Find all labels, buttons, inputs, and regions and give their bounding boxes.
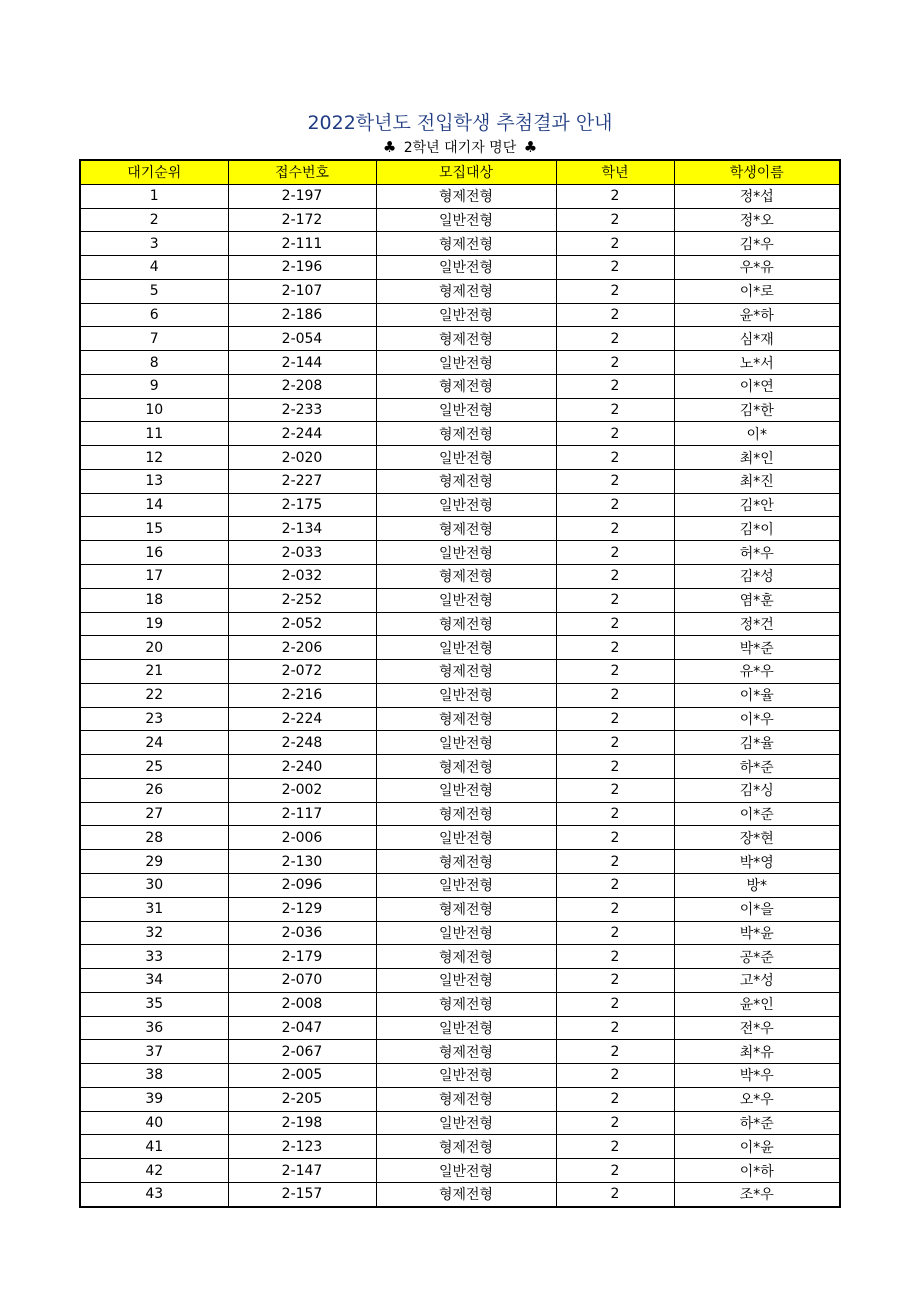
admission-type-cell: 일반전형 — [376, 541, 556, 565]
table-row — [80, 493, 840, 517]
grade-cell: 2 — [556, 493, 674, 517]
student-name-cell: 김*율 — [674, 731, 840, 755]
application-number-cell: 2-216 — [228, 683, 376, 707]
rank-cell: 7 — [80, 327, 228, 351]
table-row — [80, 1040, 840, 1064]
grade-cell: 2 — [556, 303, 674, 327]
application-number-cell: 2-107 — [228, 279, 376, 303]
application-number-cell: 2-070 — [228, 969, 376, 993]
student-name-cell: 허*우 — [674, 541, 840, 565]
grade-cell: 2 — [556, 1064, 674, 1088]
admission-type-cell: 일반전형 — [376, 588, 556, 612]
application-number-cell: 2-008 — [228, 992, 376, 1016]
table-row — [80, 446, 840, 470]
application-number-cell: 2-096 — [228, 873, 376, 897]
table-row — [80, 1087, 840, 1111]
admission-type-cell: 일반전형 — [376, 731, 556, 755]
table-row — [80, 660, 840, 684]
admission-type-cell: 형제전형 — [376, 1040, 556, 1064]
rank-cell: 9 — [80, 374, 228, 398]
table-row — [80, 969, 840, 993]
grade-cell: 2 — [556, 422, 674, 446]
admission-type-cell: 형제전형 — [376, 1087, 556, 1111]
admission-type-cell: 일반전형 — [376, 1016, 556, 1040]
admission-type-cell: 일반전형 — [376, 208, 556, 232]
admission-type-cell: 형제전형 — [376, 184, 556, 208]
application-number-cell: 2-227 — [228, 469, 376, 493]
rank-cell: 15 — [80, 517, 228, 541]
table-row — [80, 945, 840, 969]
grade-cell: 2 — [556, 921, 674, 945]
column-header-admission-type: 모집대상 — [376, 160, 556, 184]
table-row — [80, 279, 840, 303]
table-row — [80, 232, 840, 256]
grade-cell: 2 — [556, 1040, 674, 1064]
student-name-cell: 박*영 — [674, 850, 840, 874]
grade-cell: 2 — [556, 636, 674, 660]
rank-cell: 16 — [80, 541, 228, 565]
grade-cell: 2 — [556, 446, 674, 470]
rank-cell: 42 — [80, 1159, 228, 1183]
rank-cell: 10 — [80, 398, 228, 422]
admission-type-cell: 형제전형 — [376, 612, 556, 636]
table-row — [80, 707, 840, 731]
grade-cell: 2 — [556, 374, 674, 398]
table-body — [80, 184, 840, 1206]
application-number-cell: 2-002 — [228, 778, 376, 802]
rank-cell: 17 — [80, 565, 228, 589]
application-number-cell: 2-052 — [228, 612, 376, 636]
grade-cell: 2 — [556, 208, 674, 232]
student-name-cell: 정*오 — [674, 208, 840, 232]
grade-cell: 2 — [556, 850, 674, 874]
student-name-cell: 최*진 — [674, 469, 840, 493]
admission-type-cell: 형제전형 — [376, 992, 556, 1016]
rank-cell: 19 — [80, 612, 228, 636]
student-name-cell: 박*준 — [674, 636, 840, 660]
grade-cell: 2 — [556, 683, 674, 707]
rank-cell: 29 — [80, 850, 228, 874]
rank-cell: 12 — [80, 446, 228, 470]
student-name-cell: 윤*하 — [674, 303, 840, 327]
table-row — [80, 374, 840, 398]
rank-cell: 20 — [80, 636, 228, 660]
admission-type-cell: 일반전형 — [376, 1064, 556, 1088]
rank-cell: 21 — [80, 660, 228, 684]
rank-cell: 27 — [80, 802, 228, 826]
table-row — [80, 636, 840, 660]
table-row — [80, 850, 840, 874]
student-name-cell: 노*서 — [674, 351, 840, 375]
grade-cell: 2 — [556, 826, 674, 850]
application-number-cell: 2-252 — [228, 588, 376, 612]
grade-cell: 2 — [556, 1135, 674, 1159]
admission-type-cell: 형제전형 — [376, 374, 556, 398]
student-name-cell: 공*준 — [674, 945, 840, 969]
admission-type-cell: 일반전형 — [376, 873, 556, 897]
table-row — [80, 208, 840, 232]
grade-cell: 2 — [556, 755, 674, 779]
application-number-cell: 2-197 — [228, 184, 376, 208]
admission-type-cell: 형제전형 — [376, 755, 556, 779]
rank-cell: 35 — [80, 992, 228, 1016]
grade-cell: 2 — [556, 969, 674, 993]
column-header-application-number: 접수번호 — [228, 160, 376, 184]
rank-cell: 23 — [80, 707, 228, 731]
application-number-cell: 2-123 — [228, 1135, 376, 1159]
rank-cell: 25 — [80, 755, 228, 779]
admission-type-cell: 형제전형 — [376, 1182, 556, 1206]
student-name-cell: 이*윤 — [674, 1135, 840, 1159]
column-header-rank: 대기순위 — [80, 160, 228, 184]
grade-cell: 2 — [556, 469, 674, 493]
table-row — [80, 612, 840, 636]
application-number-cell: 2-111 — [228, 232, 376, 256]
application-number-cell: 2-179 — [228, 945, 376, 969]
grade-cell: 2 — [556, 351, 674, 375]
rank-cell: 14 — [80, 493, 228, 517]
admission-type-cell: 형제전형 — [376, 1135, 556, 1159]
student-name-cell: 이*연 — [674, 374, 840, 398]
student-name-cell: 이*로 — [674, 279, 840, 303]
rank-cell: 34 — [80, 969, 228, 993]
grade-cell: 2 — [556, 398, 674, 422]
rank-cell: 36 — [80, 1016, 228, 1040]
student-name-cell: 이* — [674, 422, 840, 446]
student-name-cell: 이*준 — [674, 802, 840, 826]
application-number-cell: 2-130 — [228, 850, 376, 874]
admission-type-cell: 형제전형 — [376, 517, 556, 541]
student-name-cell: 이*하 — [674, 1159, 840, 1183]
application-number-cell: 2-206 — [228, 636, 376, 660]
application-number-cell: 2-006 — [228, 826, 376, 850]
table-row — [80, 778, 840, 802]
table-row — [80, 1064, 840, 1088]
table-row — [80, 422, 840, 446]
admission-type-cell: 일반전형 — [376, 921, 556, 945]
application-number-cell: 2-196 — [228, 256, 376, 280]
grade-cell: 2 — [556, 1182, 674, 1206]
grade-cell: 2 — [556, 541, 674, 565]
grade-cell: 2 — [556, 588, 674, 612]
rank-cell: 1 — [80, 184, 228, 208]
application-number-cell: 2-224 — [228, 707, 376, 731]
rank-cell: 18 — [80, 588, 228, 612]
table-row — [80, 256, 840, 280]
application-number-cell: 2-172 — [228, 208, 376, 232]
student-name-cell: 김*안 — [674, 493, 840, 517]
admission-type-cell: 일반전형 — [376, 826, 556, 850]
application-number-cell: 2-033 — [228, 541, 376, 565]
rank-cell: 22 — [80, 683, 228, 707]
application-number-cell: 2-036 — [228, 921, 376, 945]
application-number-cell: 2-054 — [228, 327, 376, 351]
student-name-cell: 박*윤 — [674, 921, 840, 945]
admission-type-cell: 형제전형 — [376, 565, 556, 589]
admission-type-cell: 일반전형 — [376, 636, 556, 660]
grade-cell: 2 — [556, 873, 674, 897]
admission-type-cell: 일반전형 — [376, 1159, 556, 1183]
application-number-cell: 2-129 — [228, 897, 376, 921]
column-header-grade: 학년 — [556, 160, 674, 184]
table-row — [80, 398, 840, 422]
table-row — [80, 565, 840, 589]
student-name-cell: 하*준 — [674, 755, 840, 779]
grade-cell: 2 — [556, 660, 674, 684]
table-row — [80, 802, 840, 826]
rank-cell: 37 — [80, 1040, 228, 1064]
admission-type-cell: 일반전형 — [376, 1111, 556, 1135]
table-row — [80, 1016, 840, 1040]
student-name-cell: 정*섭 — [674, 184, 840, 208]
grade-cell: 2 — [556, 565, 674, 589]
admission-type-cell: 형제전형 — [376, 660, 556, 684]
table-row — [80, 826, 840, 850]
application-number-cell: 2-175 — [228, 493, 376, 517]
application-number-cell: 2-005 — [228, 1064, 376, 1088]
table-row — [80, 541, 840, 565]
admission-type-cell: 일반전형 — [376, 493, 556, 517]
club-icon: ♣ — [523, 138, 538, 156]
table-row — [80, 351, 840, 375]
student-name-cell: 방* — [674, 873, 840, 897]
rank-cell: 4 — [80, 256, 228, 280]
student-name-cell: 김*이 — [674, 517, 840, 541]
table-row — [80, 897, 840, 921]
subtitle-text: 2학년 대기자 명단 — [403, 140, 517, 156]
grade-cell: 2 — [556, 707, 674, 731]
table-row — [80, 755, 840, 779]
column-header-student-name: 학생이름 — [674, 160, 840, 184]
document-title: 2022학년도 전입학생 추첨결과 안내 — [307, 112, 613, 134]
table-row — [80, 731, 840, 755]
student-name-cell: 박*우 — [674, 1064, 840, 1088]
document-subtitle — [0, 137, 920, 157]
grade-cell: 2 — [556, 945, 674, 969]
rank-cell: 28 — [80, 826, 228, 850]
grade-cell: 2 — [556, 232, 674, 256]
grade-cell: 2 — [556, 1159, 674, 1183]
student-name-cell: 장*현 — [674, 826, 840, 850]
rank-cell: 41 — [80, 1135, 228, 1159]
student-name-cell: 정*건 — [674, 612, 840, 636]
admission-type-cell: 일반전형 — [376, 969, 556, 993]
table-row — [80, 1111, 840, 1135]
student-name-cell: 김*성 — [674, 565, 840, 589]
rank-cell: 26 — [80, 778, 228, 802]
admission-type-cell: 형제전형 — [376, 707, 556, 731]
rank-cell: 39 — [80, 1087, 228, 1111]
table-row — [80, 1135, 840, 1159]
rank-cell: 30 — [80, 873, 228, 897]
admission-type-cell: 형제전형 — [376, 850, 556, 874]
grade-cell: 2 — [556, 184, 674, 208]
application-number-cell: 2-134 — [228, 517, 376, 541]
application-number-cell: 2-032 — [228, 565, 376, 589]
admission-type-cell: 형제전형 — [376, 232, 556, 256]
application-number-cell: 2-233 — [228, 398, 376, 422]
admission-type-cell: 형제전형 — [376, 279, 556, 303]
grade-cell: 2 — [556, 1087, 674, 1111]
admission-type-cell: 형제전형 — [376, 897, 556, 921]
student-name-cell: 이*우 — [674, 707, 840, 731]
application-number-cell: 2-198 — [228, 1111, 376, 1135]
rank-cell: 13 — [80, 469, 228, 493]
table-row — [80, 588, 840, 612]
grade-cell: 2 — [556, 1111, 674, 1135]
grade-cell: 2 — [556, 992, 674, 1016]
application-number-cell: 2-020 — [228, 446, 376, 470]
admission-type-cell: 형제전형 — [376, 802, 556, 826]
application-number-cell: 2-072 — [228, 660, 376, 684]
table-row — [80, 992, 840, 1016]
rank-cell: 31 — [80, 897, 228, 921]
application-number-cell: 2-205 — [228, 1087, 376, 1111]
student-name-cell: 오*우 — [674, 1087, 840, 1111]
application-number-cell: 2-248 — [228, 731, 376, 755]
table-row — [80, 184, 840, 208]
rank-cell: 24 — [80, 731, 228, 755]
student-name-cell: 이*을 — [674, 897, 840, 921]
grade-cell: 2 — [556, 897, 674, 921]
rank-cell: 33 — [80, 945, 228, 969]
club-icon: ♣ — [382, 138, 397, 156]
rank-cell: 8 — [80, 351, 228, 375]
rank-cell: 11 — [80, 422, 228, 446]
student-name-cell: 최*인 — [674, 446, 840, 470]
student-name-cell: 유*우 — [674, 660, 840, 684]
table-row — [80, 1182, 840, 1206]
admission-type-cell: 형제전형 — [376, 327, 556, 351]
student-name-cell: 이*율 — [674, 683, 840, 707]
table-row — [80, 327, 840, 351]
student-name-cell: 최*유 — [674, 1040, 840, 1064]
application-number-cell: 2-157 — [228, 1182, 376, 1206]
student-name-cell: 하*준 — [674, 1111, 840, 1135]
application-number-cell: 2-144 — [228, 351, 376, 375]
table-row — [80, 469, 840, 493]
grade-cell: 2 — [556, 802, 674, 826]
application-number-cell: 2-186 — [228, 303, 376, 327]
application-number-cell: 2-117 — [228, 802, 376, 826]
student-name-cell: 김*한 — [674, 398, 840, 422]
table-row — [80, 873, 840, 897]
table-row — [80, 517, 840, 541]
rank-cell: 2 — [80, 208, 228, 232]
rank-cell: 40 — [80, 1111, 228, 1135]
rank-cell: 32 — [80, 921, 228, 945]
grade-cell: 2 — [556, 731, 674, 755]
student-name-cell: 고*성 — [674, 969, 840, 993]
table-row — [80, 1159, 840, 1183]
grade-cell: 2 — [556, 778, 674, 802]
admission-type-cell: 일반전형 — [376, 303, 556, 327]
student-name-cell: 전*우 — [674, 1016, 840, 1040]
rank-cell: 43 — [80, 1182, 228, 1206]
admission-type-cell: 일반전형 — [376, 256, 556, 280]
application-number-cell: 2-240 — [228, 755, 376, 779]
rank-cell: 5 — [80, 279, 228, 303]
admission-type-cell: 일반전형 — [376, 778, 556, 802]
waitlist-table — [79, 159, 841, 1208]
application-number-cell: 2-067 — [228, 1040, 376, 1064]
student-name-cell: 심*재 — [674, 327, 840, 351]
table-row — [80, 303, 840, 327]
student-name-cell: 윤*인 — [674, 992, 840, 1016]
admission-type-cell: 일반전형 — [376, 398, 556, 422]
application-number-cell: 2-147 — [228, 1159, 376, 1183]
student-name-cell: 염*훈 — [674, 588, 840, 612]
student-name-cell: 조*우 — [674, 1182, 840, 1206]
rank-cell: 3 — [80, 232, 228, 256]
grade-cell: 2 — [556, 1016, 674, 1040]
application-number-cell: 2-047 — [228, 1016, 376, 1040]
rank-cell: 38 — [80, 1064, 228, 1088]
admission-type-cell: 형제전형 — [376, 469, 556, 493]
grade-cell: 2 — [556, 327, 674, 351]
application-number-cell: 2-208 — [228, 374, 376, 398]
application-number-cell: 2-244 — [228, 422, 376, 446]
admission-type-cell: 일반전형 — [376, 351, 556, 375]
table-header-row — [80, 160, 840, 184]
grade-cell: 2 — [556, 612, 674, 636]
table-row — [80, 683, 840, 707]
rank-cell: 6 — [80, 303, 228, 327]
admission-type-cell: 형제전형 — [376, 422, 556, 446]
student-name-cell: 김*싱 — [674, 778, 840, 802]
admission-type-cell: 일반전형 — [376, 683, 556, 707]
grade-cell: 2 — [556, 256, 674, 280]
table-row — [80, 921, 840, 945]
student-name-cell: 우*유 — [674, 256, 840, 280]
student-name-cell: 김*우 — [674, 232, 840, 256]
admission-type-cell: 일반전형 — [376, 446, 556, 470]
admission-type-cell: 형제전형 — [376, 945, 556, 969]
grade-cell: 2 — [556, 279, 674, 303]
grade-cell: 2 — [556, 517, 674, 541]
